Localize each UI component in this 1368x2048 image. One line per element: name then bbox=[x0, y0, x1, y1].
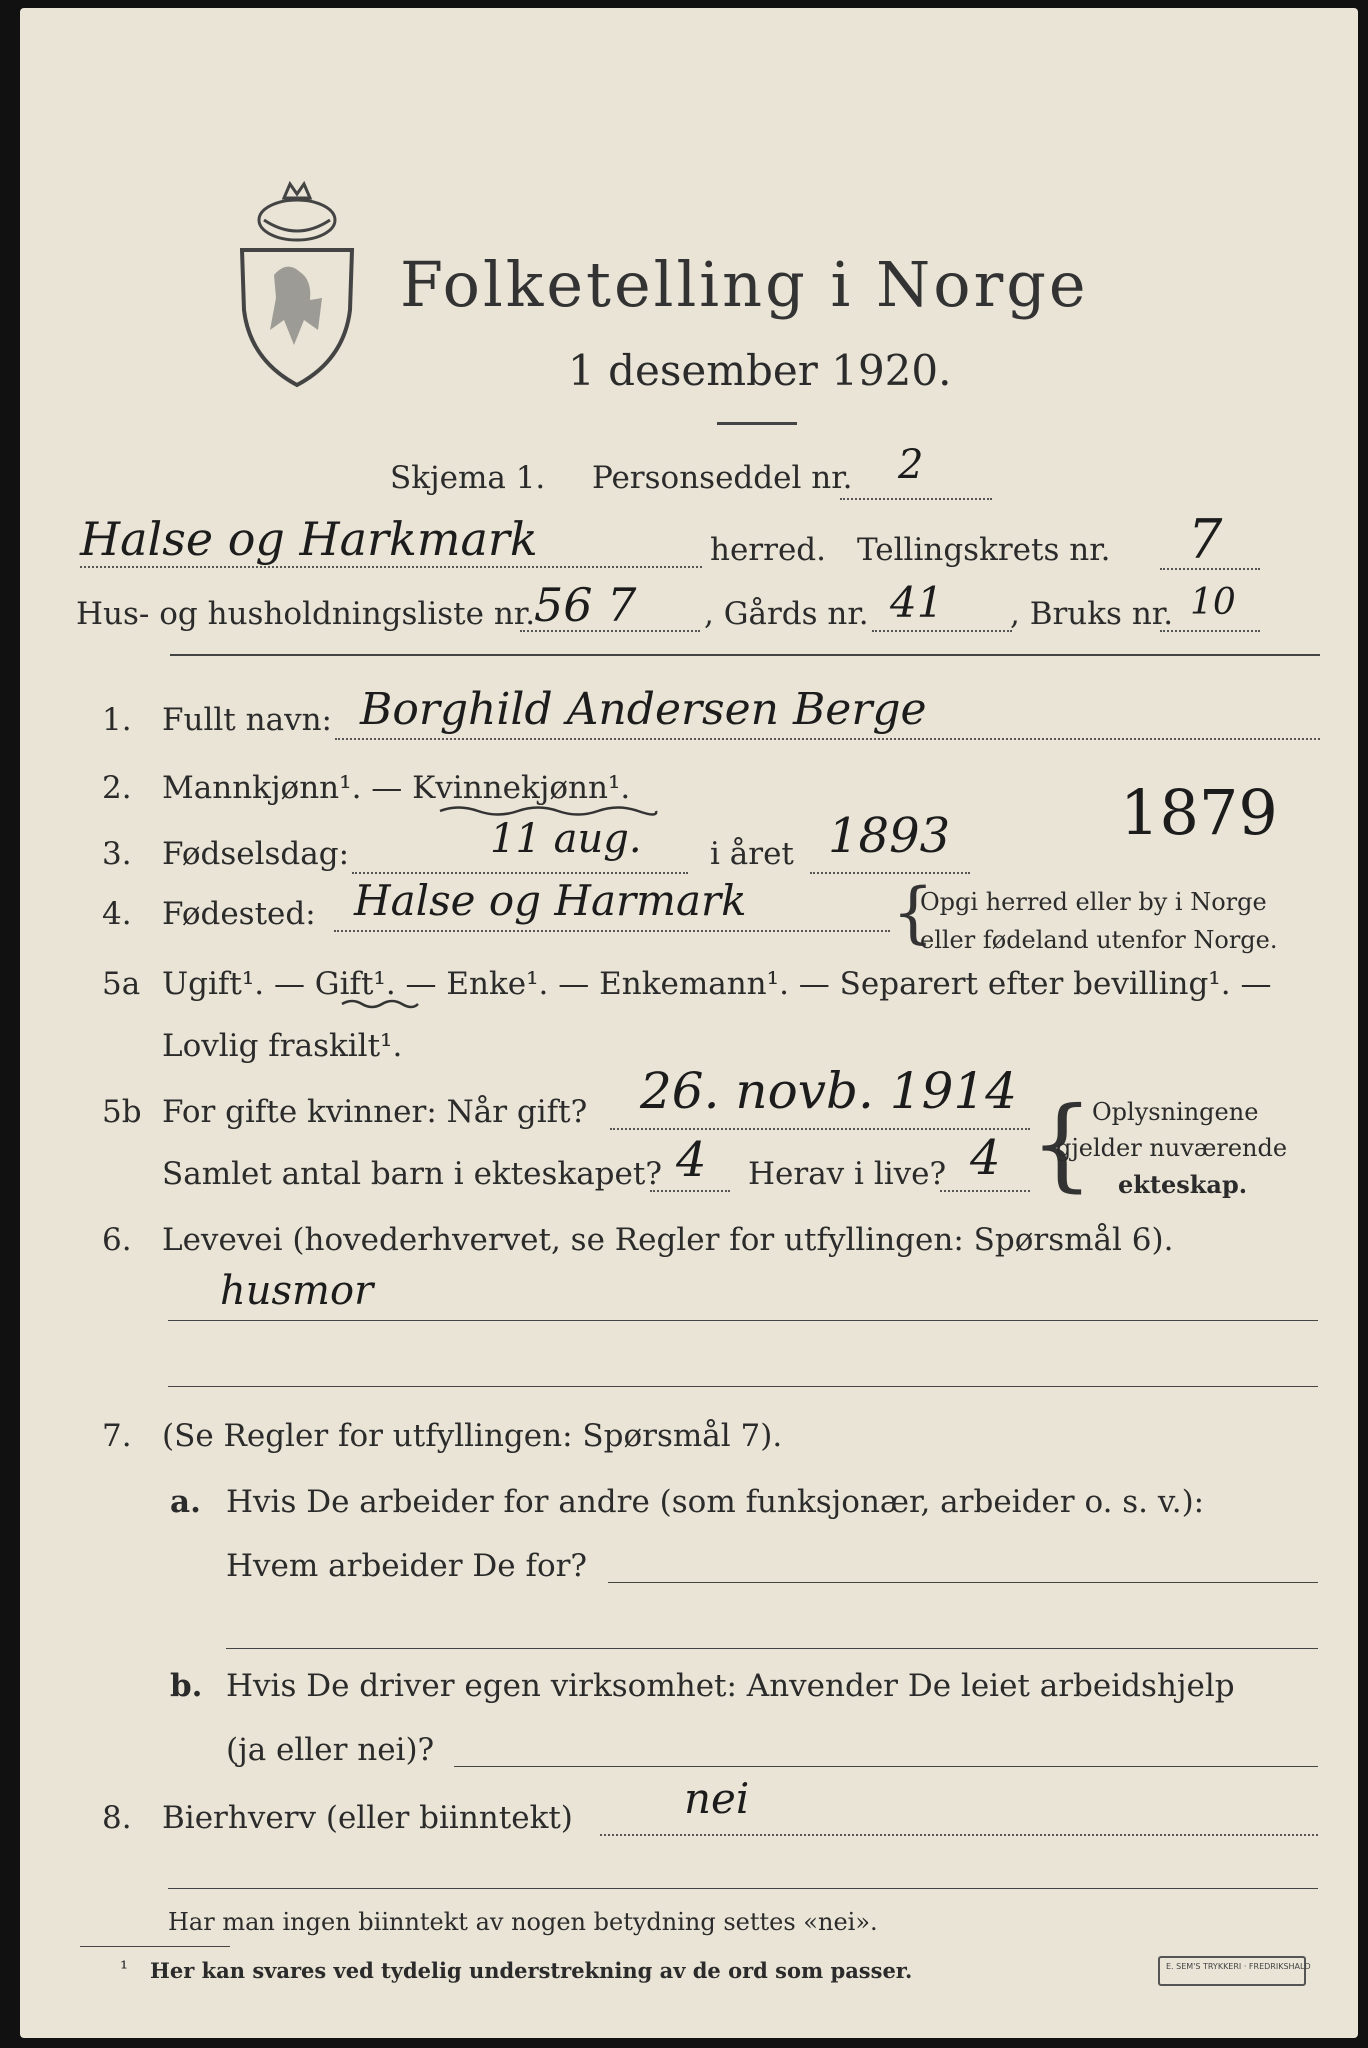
census-form bbox=[20, 8, 1358, 2038]
q1-value[interactable]: Borghild Andersen Berge bbox=[360, 684, 927, 735]
q3-date-line bbox=[352, 872, 688, 874]
q5b-children-label: Samlet antal barn i ekteskapet? bbox=[162, 1156, 662, 1192]
form-title: Folketelling i Norge bbox=[400, 248, 1089, 321]
q4-note-1: Opgi herred eller by i Norge bbox=[920, 888, 1267, 916]
q5a-line-1: Ugift¹. — Gift¹. — Enke¹. — Enkemann¹. — Separert efter bevilling¹. — bbox=[162, 966, 1272, 1002]
q7b-number: b. bbox=[170, 1668, 203, 1704]
q4-note-2: eller fødeland utenfor Norge. bbox=[920, 926, 1278, 954]
q5b-children-value[interactable]: 4 bbox=[676, 1132, 707, 1188]
q8-label: Bierhverv (eller biinntekt) bbox=[162, 1800, 573, 1836]
q5b-note-2: gjelder nuværende bbox=[1056, 1134, 1288, 1162]
q5b-number: 5b bbox=[102, 1094, 142, 1130]
footnote-text: Her kan svares ved tydelig understrekning av de ord som passer. bbox=[150, 1958, 913, 1983]
schema-label: Skjema 1. bbox=[390, 460, 546, 496]
herred-value[interactable]: Halse og Harkmark bbox=[80, 512, 538, 566]
gards-value[interactable]: 41 bbox=[890, 578, 944, 627]
q1-number: 1. bbox=[102, 702, 132, 738]
q7b-answer-line bbox=[454, 1766, 1318, 1767]
personseddel-label: Personseddel nr. bbox=[592, 460, 853, 496]
personseddel-line bbox=[840, 498, 992, 500]
q3-extra-year[interactable]: 1879 bbox=[1120, 776, 1278, 849]
q5a-underline-mark bbox=[340, 998, 420, 1010]
q5b-married-label: For gifte kvinner: Når gift? bbox=[162, 1094, 588, 1130]
hus-value[interactable]: 56 7 bbox=[534, 578, 637, 632]
gards-label: , Gårds nr. bbox=[704, 596, 869, 632]
q5b-note-3: ekteskap. bbox=[1118, 1170, 1248, 1199]
q7b-line-2: (ja eller nei)? bbox=[226, 1732, 435, 1768]
q4-line bbox=[334, 930, 890, 932]
krets-value[interactable]: 7 bbox=[1188, 508, 1223, 571]
q8-line bbox=[600, 1834, 1318, 1836]
q3-year-line bbox=[810, 872, 970, 874]
q8-number: 8. bbox=[102, 1800, 132, 1836]
q6-line-2 bbox=[168, 1386, 1318, 1387]
q5b-alive-line bbox=[940, 1190, 1030, 1192]
header-divider bbox=[170, 654, 1320, 656]
bruks-label: , Bruks nr. bbox=[1010, 596, 1174, 632]
q5b-children-line bbox=[650, 1190, 730, 1192]
q7a-answer-line-2 bbox=[226, 1648, 1318, 1649]
hus-label: Hus- og husholdningsliste nr. bbox=[76, 596, 536, 632]
herred-label: herred. bbox=[710, 532, 826, 568]
q3-year-value[interactable]: 1893 bbox=[828, 808, 951, 864]
q6-line-1 bbox=[168, 1320, 1318, 1321]
q3-year-label: i året bbox=[710, 836, 794, 872]
q1-label: Fullt navn: bbox=[162, 702, 332, 738]
title-divider bbox=[717, 422, 797, 425]
q7a-answer-line-1 bbox=[608, 1582, 1318, 1583]
q7a-number: a. bbox=[170, 1484, 201, 1520]
q5b-note-1: Oplysningene bbox=[1092, 1098, 1259, 1126]
q7a-line-2: Hvem arbeider De for? bbox=[226, 1548, 588, 1584]
q7a-line-1: Hvis De arbeider for andre (som funksjonær, arbeider o. s. v.): bbox=[226, 1484, 1205, 1520]
q5b-married-value[interactable]: 26. novb. 1914 bbox=[640, 1062, 1018, 1120]
gards-line bbox=[872, 630, 1012, 632]
printer-stamp bbox=[1158, 1956, 1311, 1986]
krets-label: Tellingskrets nr. bbox=[857, 532, 1111, 568]
q6-label: Levevei (hovederhvervet, se Regler for utfyllingen: Spørsmål 6). bbox=[162, 1222, 1174, 1258]
coat-of-arms-icon bbox=[232, 180, 362, 390]
q4-label: Fødested: bbox=[162, 896, 316, 932]
q2-number: 2. bbox=[102, 770, 132, 806]
footer-note: Har man ingen biinntekt av nogen betydning settes «nei». bbox=[168, 1908, 878, 1936]
printer-stamp-text: E. SEM'S TRYKKERI · FREDRIKSHALD bbox=[1166, 1962, 1311, 1971]
q3-label: Fødselsdag: bbox=[162, 836, 350, 872]
q4-brace: { bbox=[892, 874, 934, 951]
q5a-number: 5a bbox=[102, 966, 141, 1002]
q7-label: (Se Regler for utfyllingen: Spørsmål 7). bbox=[162, 1418, 783, 1454]
q6-number: 6. bbox=[102, 1222, 132, 1258]
q4-number: 4. bbox=[102, 896, 132, 932]
q7b-line-1: Hvis De driver egen virksomhet: Anvender De leiet arbeidshjelp bbox=[226, 1668, 1235, 1704]
q3-day-value[interactable]: 11 aug. bbox=[490, 816, 642, 862]
q6-value[interactable]: husmor bbox=[220, 1268, 374, 1314]
footnote-number: ¹ bbox=[120, 1956, 129, 1980]
q3-number: 3. bbox=[102, 836, 132, 872]
personseddel-value[interactable]: 2 bbox=[898, 442, 924, 488]
q5b-alive-value[interactable]: 4 bbox=[970, 1130, 1001, 1186]
q8-line-2 bbox=[168, 1888, 1318, 1889]
q7-number: 7. bbox=[102, 1418, 132, 1454]
q2-text: Mannkjønn¹. — Kvinnekjønn¹. bbox=[162, 770, 631, 806]
q1-line bbox=[335, 738, 1320, 740]
q8-value[interactable]: nei bbox=[684, 1774, 750, 1823]
footnote-divider bbox=[80, 1946, 230, 1947]
q5b-married-line bbox=[610, 1128, 1030, 1130]
q4-value[interactable]: Halse og Harmark bbox=[354, 876, 747, 925]
herred-line bbox=[80, 566, 702, 568]
bruks-value[interactable]: 10 bbox=[1190, 582, 1236, 623]
form-date: 1 desember 1920. bbox=[568, 346, 952, 395]
bruks-line bbox=[1160, 630, 1260, 632]
q5a-line-2: Lovlig fraskilt¹. bbox=[162, 1028, 403, 1064]
q5b-alive-label: Herav i live? bbox=[748, 1156, 947, 1192]
q5b-brace: { bbox=[1030, 1085, 1094, 1202]
